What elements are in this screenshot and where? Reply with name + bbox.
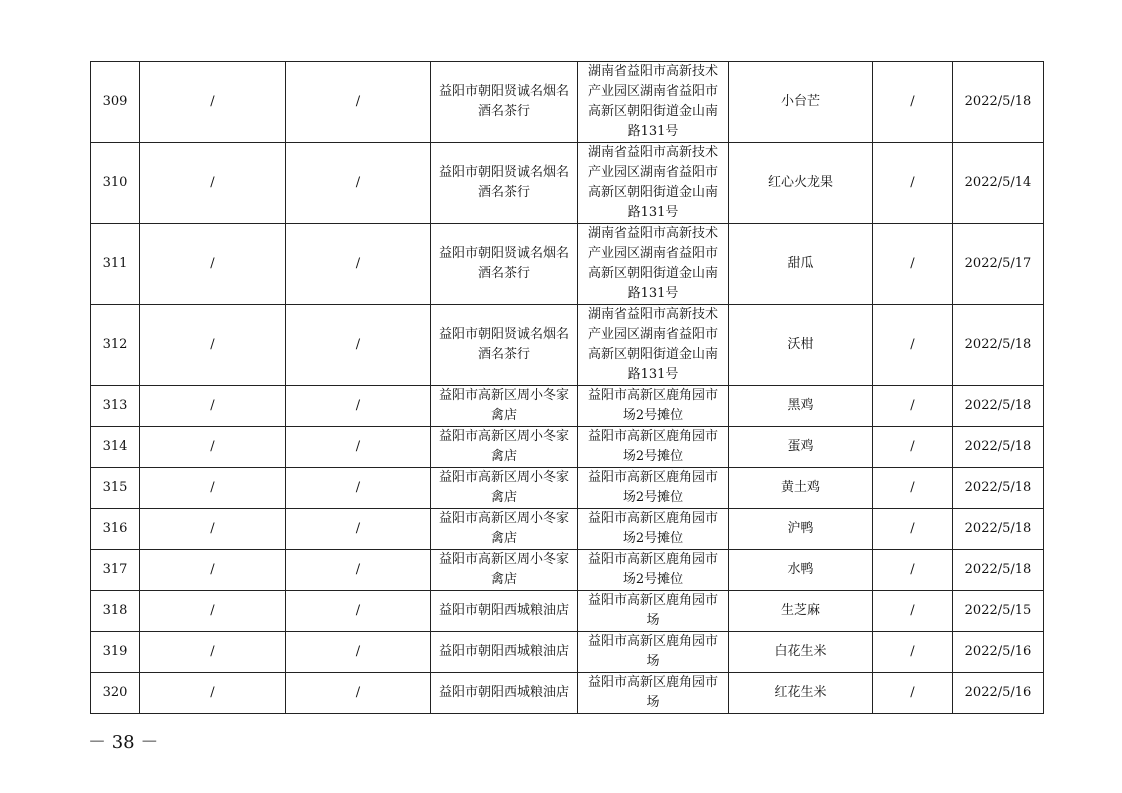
cell-product: 小台芒 <box>729 62 873 143</box>
cell-date: 2022/5/17 <box>953 224 1044 305</box>
cell-product: 红心火龙果 <box>729 143 873 224</box>
cell-product: 黄土鸡 <box>729 468 873 509</box>
cell-business-name: 益阳市朝阳西城粮油店 <box>431 673 578 714</box>
cell-date: 2022/5/18 <box>953 550 1044 591</box>
cell-address: 益阳市高新区鹿角园市场 <box>578 673 729 714</box>
cell-column-3: / <box>286 673 431 714</box>
cell-product: 沃柑 <box>729 305 873 386</box>
cell-business-name: 益阳市朝阳贤诚名烟名酒名茶行 <box>431 143 578 224</box>
cell-address: 湖南省益阳市高新技术产业园区湖南省益阳市高新区朝阳街道金山南路131号 <box>578 62 729 143</box>
cell-column-3: / <box>286 550 431 591</box>
cell-column-3: / <box>286 305 431 386</box>
cell-column-7: / <box>873 143 953 224</box>
cell-address: 湖南省益阳市高新技术产业园区湖南省益阳市高新区朝阳街道金山南路131号 <box>578 143 729 224</box>
cell-column-3: / <box>286 632 431 673</box>
cell-column-2: / <box>140 427 286 468</box>
cell-column-2: / <box>140 673 286 714</box>
cell-column-7: / <box>873 550 953 591</box>
table-row <box>91 468 1044 509</box>
cell-date: 2022/5/14 <box>953 143 1044 224</box>
cell-column-2: / <box>140 632 286 673</box>
cell-serial-number: 310 <box>91 143 140 224</box>
cell-column-2: / <box>140 224 286 305</box>
table-row <box>91 427 1044 468</box>
cell-column-7: / <box>873 386 953 427</box>
cell-column-2: / <box>140 305 286 386</box>
table-row <box>91 509 1044 550</box>
cell-column-2: / <box>140 386 286 427</box>
cell-address: 湖南省益阳市高新技术产业园区湖南省益阳市高新区朝阳街道金山南路131号 <box>578 305 729 386</box>
cell-date: 2022/5/18 <box>953 305 1044 386</box>
cell-column-7: / <box>873 591 953 632</box>
cell-business-name: 益阳市朝阳西城粮油店 <box>431 591 578 632</box>
cell-column-7: / <box>873 673 953 714</box>
cell-product: 黑鸡 <box>729 386 873 427</box>
cell-column-2: / <box>140 468 286 509</box>
cell-product: 蛋鸡 <box>729 427 873 468</box>
cell-date: 2022/5/16 <box>953 632 1044 673</box>
cell-product: 生芝麻 <box>729 591 873 632</box>
cell-column-3: / <box>286 427 431 468</box>
cell-column-7: / <box>873 632 953 673</box>
cell-business-name: 益阳市高新区周小冬家禽店 <box>431 509 578 550</box>
cell-address: 益阳市高新区鹿角园市场2号摊位 <box>578 509 729 550</box>
cell-business-name: 益阳市高新区周小冬家禽店 <box>431 468 578 509</box>
cell-serial-number: 311 <box>91 224 140 305</box>
cell-business-name: 益阳市高新区周小冬家禽店 <box>431 386 578 427</box>
cell-serial-number: 313 <box>91 386 140 427</box>
cell-address: 湖南省益阳市高新技术产业园区湖南省益阳市高新区朝阳街道金山南路131号 <box>578 224 729 305</box>
cell-column-7: / <box>873 427 953 468</box>
cell-serial-number: 315 <box>91 468 140 509</box>
cell-date: 2022/5/16 <box>953 673 1044 714</box>
page-number: － 38 － <box>88 732 159 753</box>
cell-column-7: / <box>873 305 953 386</box>
cell-column-7: / <box>873 62 953 143</box>
cell-date: 2022/5/18 <box>953 386 1044 427</box>
cell-column-7: / <box>873 224 953 305</box>
table-body <box>91 62 1044 714</box>
cell-column-3: / <box>286 143 431 224</box>
cell-address: 益阳市高新区鹿角园市场 <box>578 632 729 673</box>
cell-address: 益阳市高新区鹿角园市场2号摊位 <box>578 427 729 468</box>
cell-column-7: / <box>873 509 953 550</box>
cell-serial-number: 314 <box>91 427 140 468</box>
cell-product: 甜瓜 <box>729 224 873 305</box>
cell-column-3: / <box>286 386 431 427</box>
table-row <box>91 224 1044 305</box>
cell-date: 2022/5/18 <box>953 62 1044 143</box>
cell-product: 白花生米 <box>729 632 873 673</box>
cell-column-3: / <box>286 62 431 143</box>
cell-serial-number: 319 <box>91 632 140 673</box>
table-row <box>91 143 1044 224</box>
table-row <box>91 591 1044 632</box>
cell-business-name: 益阳市朝阳西城粮油店 <box>431 632 578 673</box>
cell-serial-number: 317 <box>91 550 140 591</box>
cell-serial-number: 318 <box>91 591 140 632</box>
cell-address: 益阳市高新区鹿角园市场2号摊位 <box>578 550 729 591</box>
cell-column-2: / <box>140 143 286 224</box>
cell-column-3: / <box>286 509 431 550</box>
cell-product: 沪鸭 <box>729 509 873 550</box>
cell-column-7: / <box>873 468 953 509</box>
cell-product: 红花生米 <box>729 673 873 714</box>
cell-column-3: / <box>286 224 431 305</box>
cell-business-name: 益阳市朝阳贤诚名烟名酒名茶行 <box>431 305 578 386</box>
table-row <box>91 673 1044 714</box>
cell-address: 益阳市高新区鹿角园市场2号摊位 <box>578 386 729 427</box>
cell-date: 2022/5/18 <box>953 509 1044 550</box>
cell-business-name: 益阳市朝阳贤诚名烟名酒名茶行 <box>431 62 578 143</box>
table-row <box>91 62 1044 143</box>
cell-column-2: / <box>140 62 286 143</box>
table-row <box>91 550 1044 591</box>
cell-date: 2022/5/18 <box>953 427 1044 468</box>
table-row <box>91 386 1044 427</box>
table-row <box>91 305 1044 386</box>
cell-business-name: 益阳市高新区周小冬家禽店 <box>431 550 578 591</box>
cell-address: 益阳市高新区鹿角园市场2号摊位 <box>578 468 729 509</box>
cell-date: 2022/5/15 <box>953 591 1044 632</box>
cell-date: 2022/5/18 <box>953 468 1044 509</box>
record-table <box>90 61 1044 714</box>
cell-serial-number: 312 <box>91 305 140 386</box>
cell-business-name: 益阳市朝阳贤诚名烟名酒名茶行 <box>431 224 578 305</box>
cell-product: 水鸭 <box>729 550 873 591</box>
cell-serial-number: 320 <box>91 673 140 714</box>
table-row <box>91 632 1044 673</box>
cell-business-name: 益阳市高新区周小冬家禽店 <box>431 427 578 468</box>
cell-serial-number: 316 <box>91 509 140 550</box>
cell-column-2: / <box>140 550 286 591</box>
cell-column-2: / <box>140 509 286 550</box>
cell-serial-number: 309 <box>91 62 140 143</box>
cell-column-3: / <box>286 468 431 509</box>
cell-column-3: / <box>286 591 431 632</box>
cell-column-2: / <box>140 591 286 632</box>
cell-address: 益阳市高新区鹿角园市场 <box>578 591 729 632</box>
